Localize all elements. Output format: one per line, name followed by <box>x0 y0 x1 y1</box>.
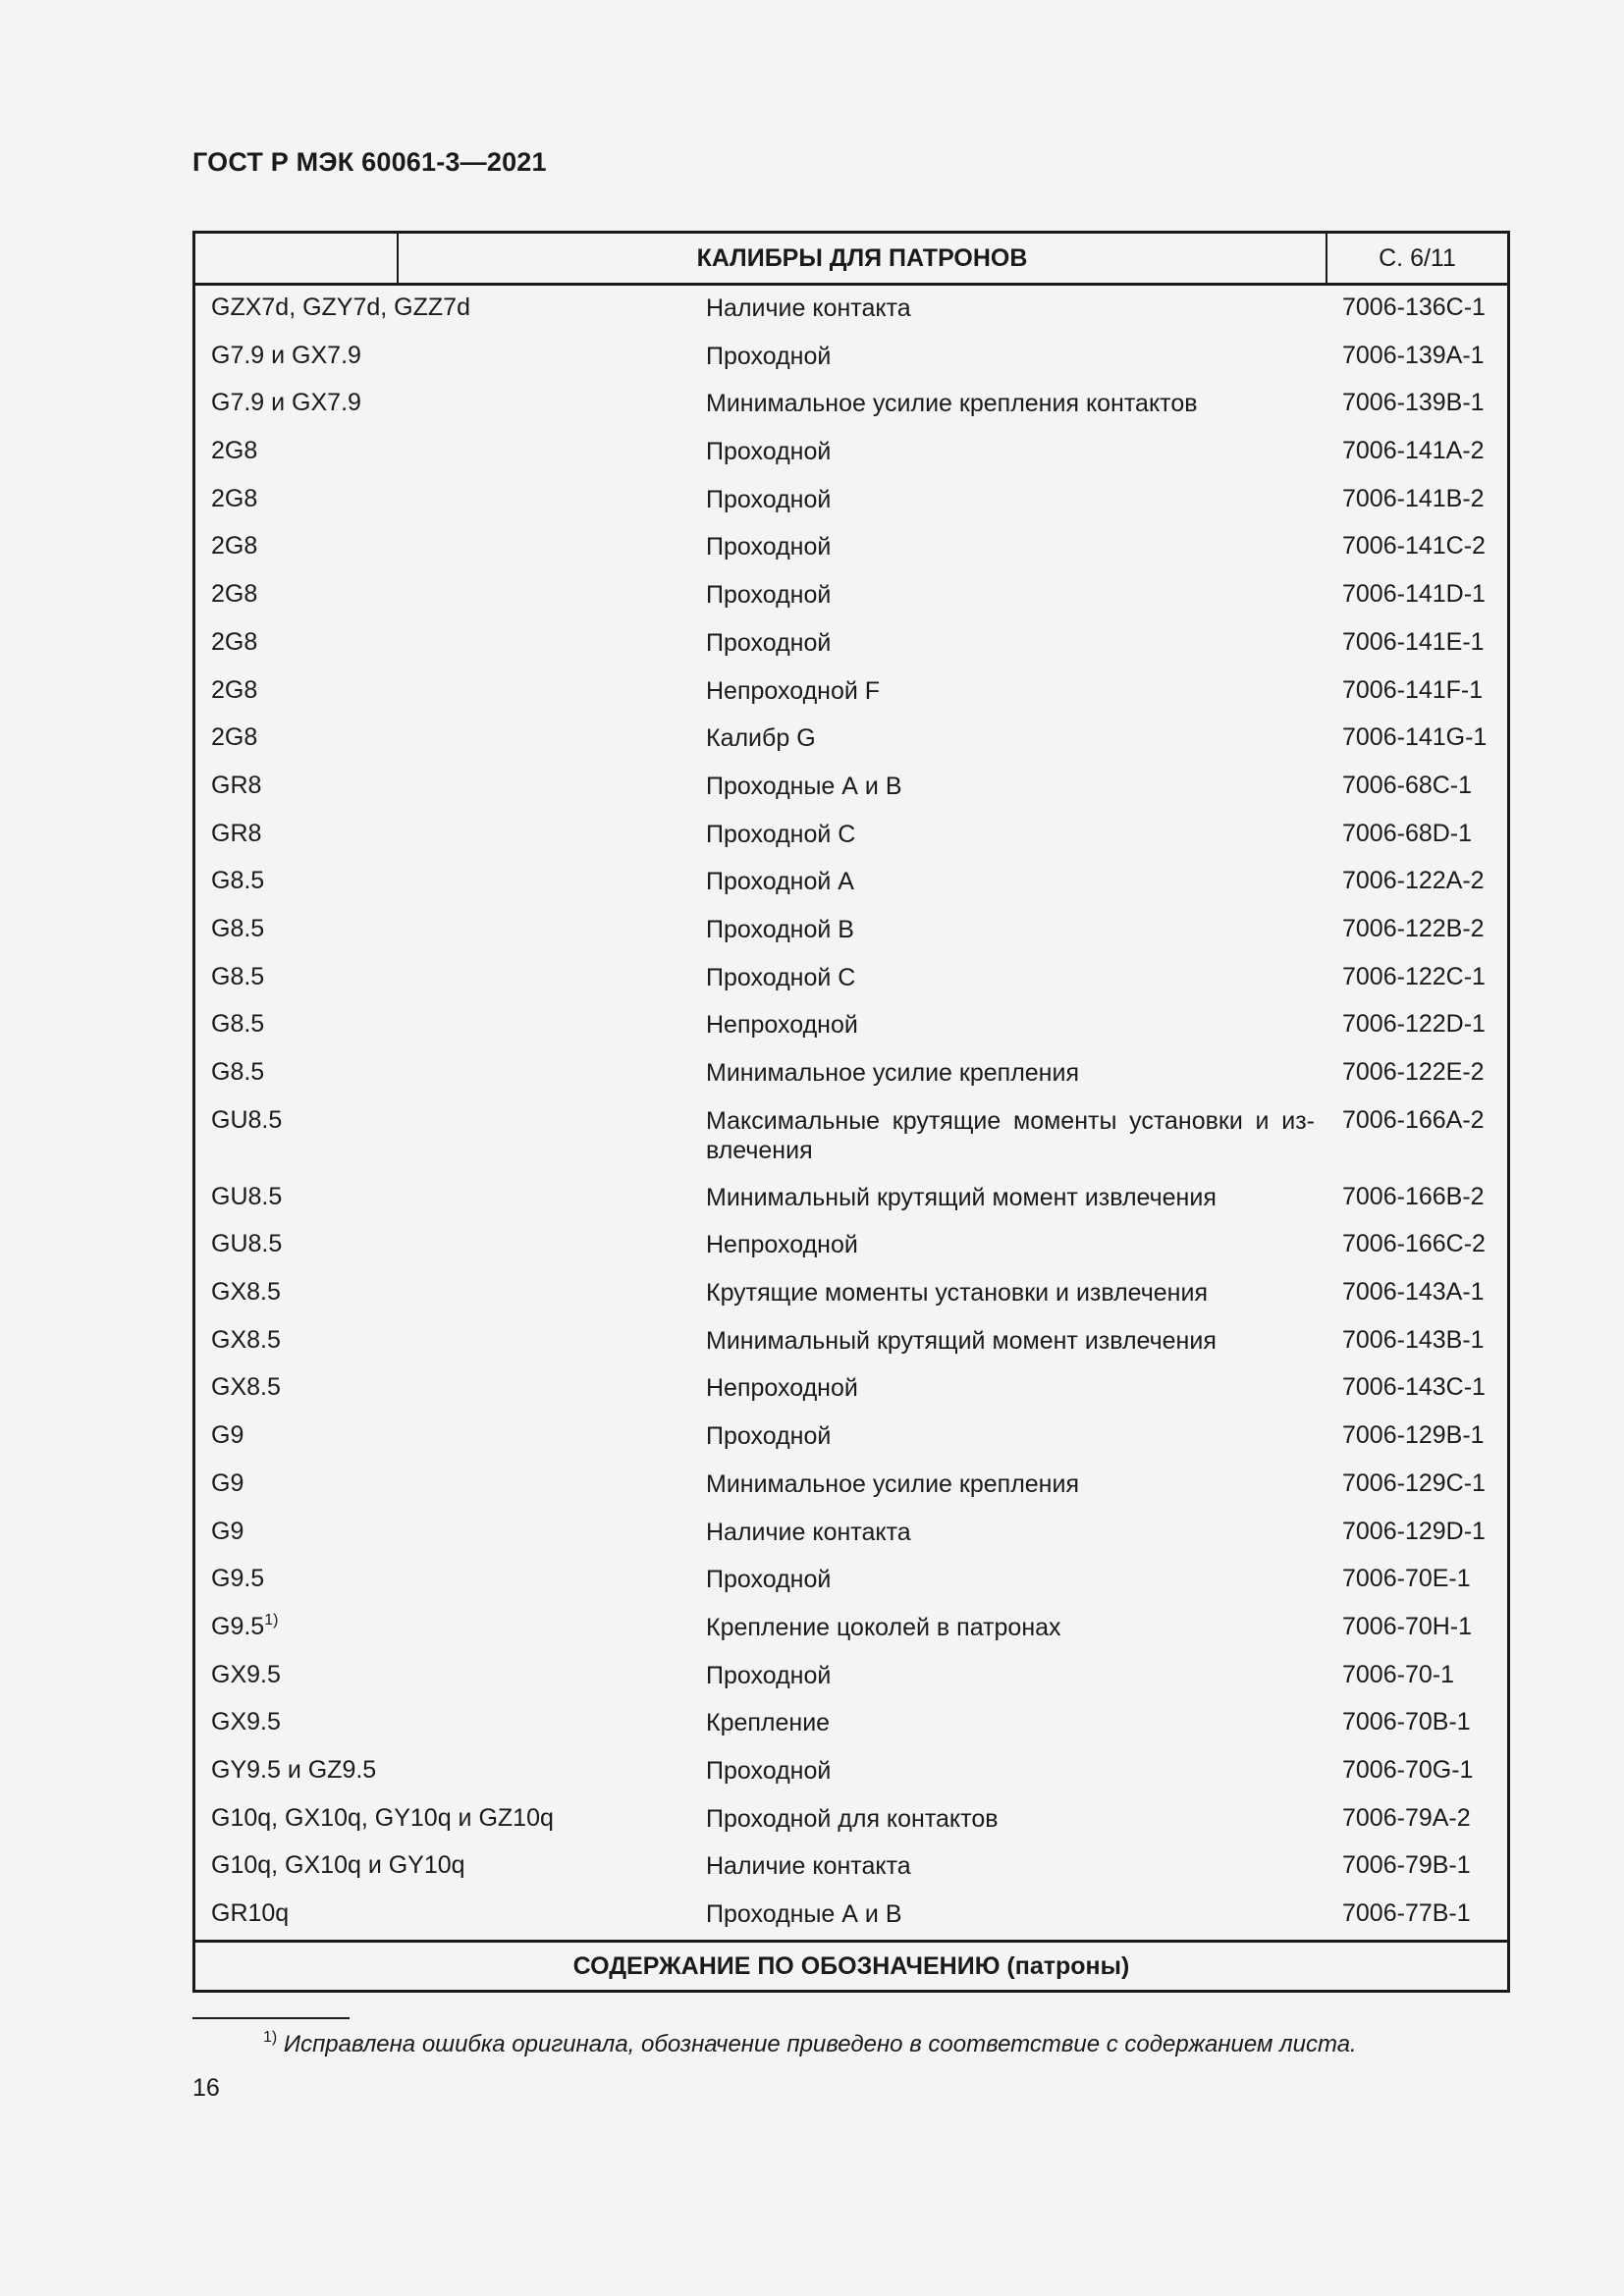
table-row <box>195 716 1507 764</box>
table-body <box>195 286 1507 1940</box>
sheet-number-cell: 7006-141G-1 <box>1342 723 1488 752</box>
base-designation: G10q, GX10q и GY10q <box>211 1851 465 1880</box>
base-designation-cell <box>211 532 257 561</box>
base-designation: G9.5 <box>211 1565 265 1593</box>
gauge-name-cell: Минимальное усилие крепления <box>706 1469 1079 1498</box>
sheet-number-cell: 7006-143A-1 <box>1342 1278 1485 1307</box>
sheet-number-cell: 7006-166C-2 <box>1342 1230 1486 1258</box>
gauge-name-cell: Непроходной F <box>706 676 881 705</box>
table-row <box>195 668 1507 717</box>
table-row <box>195 477 1507 525</box>
sheet-number-cell: 7006-129D-1 <box>1342 1517 1486 1545</box>
base-designation: G8.5 <box>211 867 265 895</box>
base-designation-cell <box>211 1373 281 1402</box>
table-row <box>195 1002 1507 1050</box>
base-designation: GX9.5 <box>211 1660 281 1688</box>
table-row <box>195 1414 1507 1462</box>
base-designation: G8.5 <box>211 962 265 990</box>
base-designation: 2G8 <box>211 532 258 561</box>
base-designation: GX9.5 <box>211 1708 281 1736</box>
base-designation-cell <box>211 1183 282 1211</box>
sheet-number-cell: 7006-139A-1 <box>1342 341 1485 369</box>
base-designation: GU8.5 <box>211 1105 283 1134</box>
table-row <box>195 1700 1507 1748</box>
table-row <box>195 1653 1507 1701</box>
base-designation-cell <box>211 1230 282 1258</box>
sheet-number-cell: 7006-70H-1 <box>1342 1612 1473 1640</box>
sheet-number-cell: 7006-129B-1 <box>1342 1421 1485 1450</box>
table-row <box>195 1318 1507 1366</box>
gauge-name-cell: Минимальное усилие крепления контактов <box>706 390 1198 418</box>
base-designation-cell <box>211 1278 281 1307</box>
table-row <box>195 907 1507 955</box>
gauge-name-cell: Проходной <box>706 1661 832 1689</box>
gauge-name-cell: Крутящие моменты установки и извлечения <box>706 1279 1208 1308</box>
table-row <box>195 1843 1507 1892</box>
base-designation-cell <box>211 1106 282 1135</box>
base-designation-cell <box>211 1469 244 1498</box>
footnote-text: Исправлена ошибка оригинала, обозначение приведено в соответствие с содержанием листа. <box>283 2031 1357 2057</box>
base-designation-cell <box>211 1421 244 1450</box>
sheet-number-cell: 7006-122C-1 <box>1342 962 1486 990</box>
base-designation: GX8.5 <box>211 1373 281 1402</box>
gauge-name-cell: Проходной <box>706 342 832 370</box>
header-empty-cell <box>195 234 399 283</box>
base-designation-cell <box>211 437 257 465</box>
base-designation: 2G8 <box>211 580 258 609</box>
table-row <box>195 1510 1507 1558</box>
gauge-name-line2: влечения <box>706 1136 813 1164</box>
sheet-number-cell: 7006-141E-1 <box>1342 627 1485 656</box>
base-designation-cell <box>211 342 361 370</box>
gauge-name-cell: Проходной <box>706 1566 832 1594</box>
gauge-name-cell: Крепление цоколей в патронах <box>706 1613 1061 1641</box>
base-designation: 2G8 <box>211 723 258 752</box>
base-designation-cell <box>211 1613 278 1641</box>
sheet-number-cell: 7006-122B-2 <box>1342 914 1485 942</box>
table-row <box>195 334 1507 382</box>
table-row <box>195 955 1507 1003</box>
base-designation: GU8.5 <box>211 1182 283 1210</box>
sheet-number-cell: 7006-143C-1 <box>1342 1373 1486 1402</box>
base-designation: GY9.5 и GZ9.5 <box>211 1755 377 1784</box>
base-designation: 2G8 <box>211 437 258 465</box>
base-designation-cell <box>211 485 257 513</box>
sheet-number-cell: 7006-136C-1 <box>1342 294 1486 321</box>
table-row <box>195 812 1507 860</box>
base-designation-cell <box>211 723 257 752</box>
table-row <box>195 1796 1507 1844</box>
base-designation: G9 <box>211 1421 244 1450</box>
table-row <box>195 1098 1507 1175</box>
gauge-name-cell: Непроходной <box>706 1374 858 1403</box>
sheet-number-cell: 7006-166A-2 <box>1342 1105 1485 1134</box>
sheet-number-cell: 7006-141A-2 <box>1342 437 1485 465</box>
base-designation-cell <box>211 1010 264 1039</box>
sheet-number-cell: 7006-141C-2 <box>1342 532 1486 561</box>
gauge-name-cell: Непроходной <box>706 1011 858 1040</box>
gauge-name-line1: Максимальные крутящие моменты установки и из- <box>706 1106 1315 1135</box>
base-designation: G7.9 и GX7.9 <box>211 341 361 369</box>
base-designation: GX8.5 <box>211 1325 281 1354</box>
sheet-number-cell: 7006-70G-1 <box>1342 1755 1474 1784</box>
footnote-ref: 1) <box>264 1611 279 1629</box>
table-sheet-number: С. 6/11 <box>1379 243 1456 272</box>
table-row <box>195 1270 1507 1318</box>
sheet-number-cell: 7006-79A-2 <box>1342 1803 1471 1832</box>
gauge-name-cell: Наличие контакта <box>706 1852 911 1881</box>
table-header-row <box>195 234 1507 286</box>
footnote <box>263 2031 1357 2058</box>
base-designation: G8.5 <box>211 914 265 942</box>
base-designation: G9 <box>211 1517 244 1545</box>
base-designation: GX8.5 <box>211 1278 281 1307</box>
sheet-number-cell: 7006-77B-1 <box>1342 1899 1471 1927</box>
table-row <box>195 1050 1507 1098</box>
table-row <box>195 620 1507 668</box>
table-row <box>195 1605 1507 1653</box>
base-designation-cell <box>211 580 257 609</box>
gauge-name-cell: Проходной В <box>706 915 854 943</box>
gauge-name-cell: Калибр G <box>706 724 816 753</box>
base-designation: 2G8 <box>211 675 258 704</box>
base-designation: G7.9 и GX7.9 <box>211 389 361 417</box>
base-designation-cell <box>211 1851 465 1880</box>
base-designation: G9.5 <box>211 1612 265 1640</box>
base-designation-cell <box>211 867 264 895</box>
sheet-number-cell: 7006-122A-2 <box>1342 867 1485 895</box>
table-row <box>195 381 1507 429</box>
sheet-number-cell: 7006-141D-1 <box>1342 580 1486 609</box>
sheet-number-cell: 7006-70B-1 <box>1342 1708 1471 1736</box>
base-designation: GU8.5 <box>211 1230 283 1258</box>
footnote-marker: 1) <box>263 2029 278 2046</box>
gauge-name-cell: Проходной А <box>706 868 854 896</box>
gauge-name-cell: Проходной <box>706 1756 832 1785</box>
gauge-name-cell: Крепление <box>706 1709 831 1737</box>
table-row <box>195 1462 1507 1510</box>
table-row <box>195 572 1507 620</box>
table-row <box>195 764 1507 812</box>
base-designation-cell <box>211 963 264 991</box>
gauge-name-cell: Проходной <box>706 533 832 561</box>
base-designation-cell <box>211 915 264 943</box>
base-designation-cell <box>211 1518 244 1546</box>
table-row <box>195 1748 1507 1796</box>
table-row <box>195 1365 1507 1414</box>
sheet-number-cell: 7006-143B-1 <box>1342 1325 1485 1354</box>
base-designation-cell <box>211 1899 289 1928</box>
gauge-name-cell: Проходной С <box>706 820 856 848</box>
base-designation: G10q, GX10q, GY10q и GZ10q <box>211 1803 554 1832</box>
base-designation: GZX7d, GZY7d, GZZ7d <box>211 294 470 321</box>
gauge-name-cell: Минимальный крутящий момент извлечения <box>706 1326 1217 1355</box>
gauge-name-cell: Проходные А и В <box>706 1900 902 1928</box>
table-row <box>195 1222 1507 1270</box>
base-designation-cell <box>211 820 261 848</box>
gauge-name-cell: Непроходной <box>706 1231 858 1259</box>
base-designation-cell <box>211 1756 376 1785</box>
sheet-number-cell: 7006-68C-1 <box>1342 771 1473 799</box>
sheet-number-cell: 7006-129C-1 <box>1342 1468 1486 1497</box>
gauge-name-cell: Проходной С <box>706 963 856 991</box>
sheet-number-cell: 7006-141F-1 <box>1342 675 1484 704</box>
sheet-number-cell: 7006-141B-2 <box>1342 484 1485 512</box>
table-row <box>195 1557 1507 1605</box>
sheet-number-cell: 7006-166B-2 <box>1342 1182 1485 1210</box>
base-designation: GR8 <box>211 771 262 799</box>
table-heading: КАЛИБРЫ ДЛЯ ПАТРОНОВ <box>399 234 1327 283</box>
base-designation-cell <box>211 1565 264 1593</box>
table-row <box>195 429 1507 477</box>
gauge-name-cell: Минимальный крутящий момент извлечения <box>706 1183 1217 1211</box>
footnote-rule <box>192 2017 350 2019</box>
table-row <box>195 286 1507 334</box>
base-designation-cell <box>211 676 257 705</box>
base-designation-cell <box>211 628 257 657</box>
gauge-name-cell: Проходной для контактов <box>706 1804 999 1833</box>
base-designation: 2G8 <box>211 484 258 512</box>
gauge-name-cell: Проходные А и В <box>706 772 902 800</box>
table-row <box>195 1892 1507 1940</box>
gauge-name-cell: Проходной <box>706 1422 832 1451</box>
sheet-number-cell: 7006-68D-1 <box>1342 819 1473 847</box>
base-designation-cell <box>211 389 361 417</box>
base-designation-cell <box>211 1326 281 1355</box>
gauge-name-cell: Проходной <box>706 581 832 610</box>
base-designation: G8.5 <box>211 1058 265 1086</box>
gauge-name-cell: Минимальное усилие крепления <box>706 1059 1079 1087</box>
sheet-number-cell: 7006-70-1 <box>1342 1660 1454 1688</box>
gauge-name-cell: Проходной <box>706 438 832 466</box>
gauges-table <box>192 231 1510 1993</box>
page-number: 16 <box>192 2074 220 2102</box>
table-row <box>195 1175 1507 1223</box>
sheet-number-cell: 7006-122E-2 <box>1342 1058 1485 1086</box>
base-designation: 2G8 <box>211 627 258 656</box>
base-designation: GR10q <box>211 1899 290 1927</box>
base-designation: GR8 <box>211 819 262 847</box>
base-designation-cell <box>211 1058 264 1087</box>
table-footer: СОДЕРЖАНИЕ ПО ОБОЗНАЧЕНИЮ (патроны) <box>195 1940 1507 1990</box>
table-row <box>195 524 1507 572</box>
gauge-name-cell: Наличие контакта <box>706 1518 911 1546</box>
gauge-name-cell: Проходной <box>706 485 832 513</box>
base-designation: G9 <box>211 1468 244 1497</box>
sheet-number-cell: 7006-70E-1 <box>1342 1565 1471 1593</box>
table-row <box>195 859 1507 907</box>
gauge-name-cell: Наличие контакта <box>706 294 911 322</box>
base-designation: G8.5 <box>211 1010 265 1039</box>
base-designation-cell <box>211 1804 554 1833</box>
base-designation-cell <box>211 772 261 800</box>
sheet-number-cell: 7006-122D-1 <box>1342 1010 1486 1039</box>
document-header: ГОСТ Р МЭК 60061-3—2021 <box>192 147 547 177</box>
base-designation-cell <box>211 1661 281 1689</box>
base-designation-cell <box>211 294 470 322</box>
gauge-name-cell: Проходной <box>706 628 832 657</box>
sheet-number-cell: 7006-79B-1 <box>1342 1851 1471 1880</box>
base-designation-cell <box>211 1708 281 1736</box>
sheet-number-cell: 7006-139B-1 <box>1342 389 1485 417</box>
